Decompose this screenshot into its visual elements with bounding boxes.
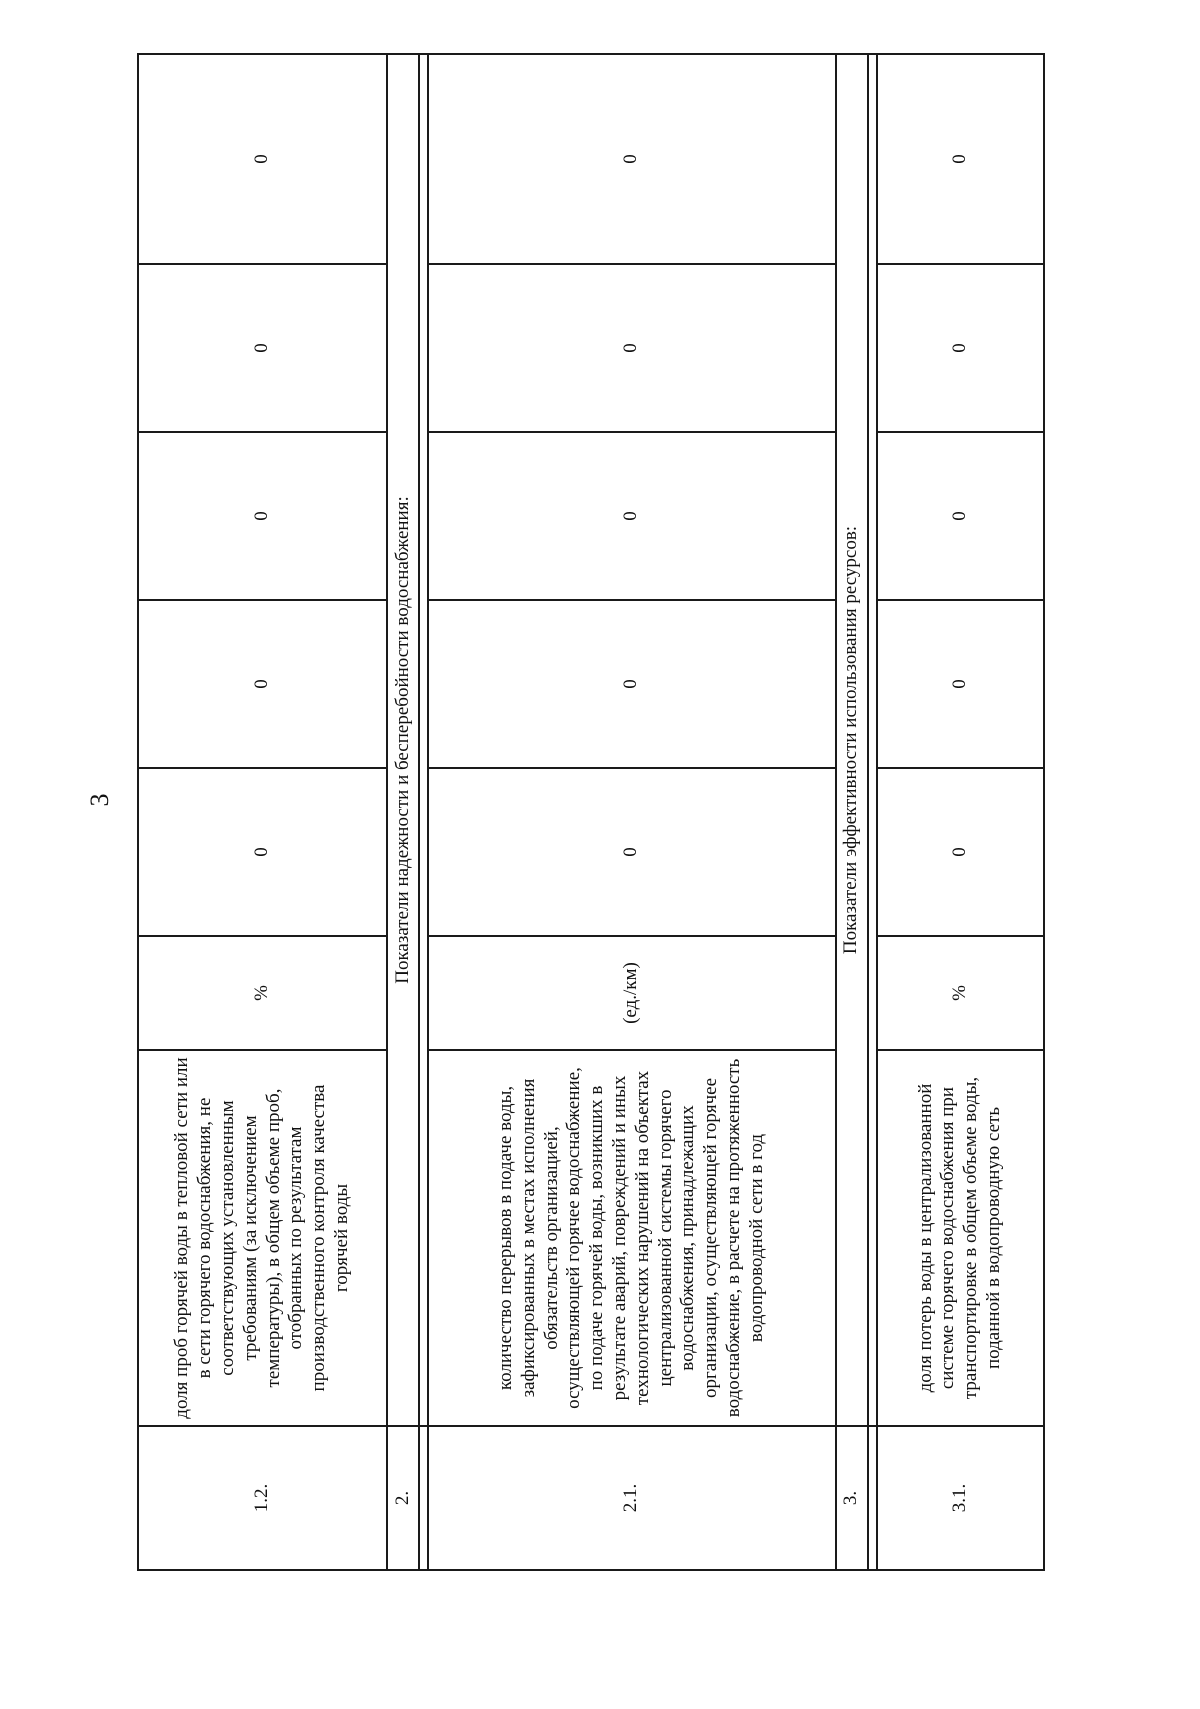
unit-cell: (ед./км) — [428, 936, 836, 1050]
section-row-2 — [387, 54, 419, 1570]
indicator-name: доля потерь воды в централизованной системе горячего водоснабжения при транспортировке в общем объеме воды, поданной в водопроводную сеть — [877, 1050, 1045, 1426]
value-cell: 0 — [428, 264, 836, 432]
value-cell: 0 — [138, 54, 387, 264]
value-cell: 0 — [138, 432, 387, 600]
value-cell: 0 — [877, 768, 1045, 936]
value-cell: 0 — [138, 264, 387, 432]
table-row-3-1 — [877, 54, 1045, 1570]
table-row-1-2 — [138, 54, 387, 1570]
value-cell: 0 — [877, 600, 1045, 768]
value-cell: 0 — [428, 432, 836, 600]
indicator-table — [137, 53, 1045, 1571]
row-number: 1.2. — [138, 1426, 387, 1570]
section-row-3 — [836, 54, 868, 1570]
section-number: 3. — [836, 1426, 868, 1570]
value-cell: 0 — [428, 600, 836, 768]
indicator-name: количество перерывов в подаче воды, зафиксированных в местах исполнения обязательств организацией, осуществляющей горячее водоснабжение, по подаче горячей воды, возникших в результате аварий, повреждений и иных технологических нарушений на объектах централизованной системы горячего водоснабжения, принадлежащих организации, осуществляющей горячее водоснабжение, в расчете на протяженность водопроводной сети в год — [428, 1050, 836, 1426]
value-cell: 0 — [138, 768, 387, 936]
value-cell: 0 — [138, 600, 387, 768]
section-title: Показатели эффективности использования ресурсов: — [836, 54, 868, 1426]
indicator-table-rotated — [137, 55, 1045, 1571]
value-cell: 0 — [877, 264, 1045, 432]
value-cell: 0 — [428, 768, 836, 936]
section-gap — [419, 54, 428, 1570]
table-row-2-1 — [428, 54, 836, 1570]
unit-cell: % — [138, 936, 387, 1050]
section-title: Показатели надежности и бесперебойности водоснабжения: — [387, 54, 419, 1426]
indicator-name: доля проб горячей воды в тепловой сети или в сети горячего водоснабжения, не соответствующих установленным требованиям (за исключением температуры), в общем объеме проб, отобранных по результатам производственного контроля качества горячей воды — [138, 1050, 387, 1426]
section-gap — [868, 54, 877, 1570]
row-number: 2.1. — [428, 1426, 836, 1570]
page-number-text: 3 — [85, 793, 114, 807]
value-cell: 0 — [428, 54, 836, 264]
unit-cell: % — [877, 936, 1045, 1050]
value-cell: 0 — [877, 54, 1045, 264]
row-number: 3.1. — [877, 1426, 1045, 1570]
value-cell: 0 — [877, 432, 1045, 600]
section-number: 2. — [387, 1426, 419, 1570]
